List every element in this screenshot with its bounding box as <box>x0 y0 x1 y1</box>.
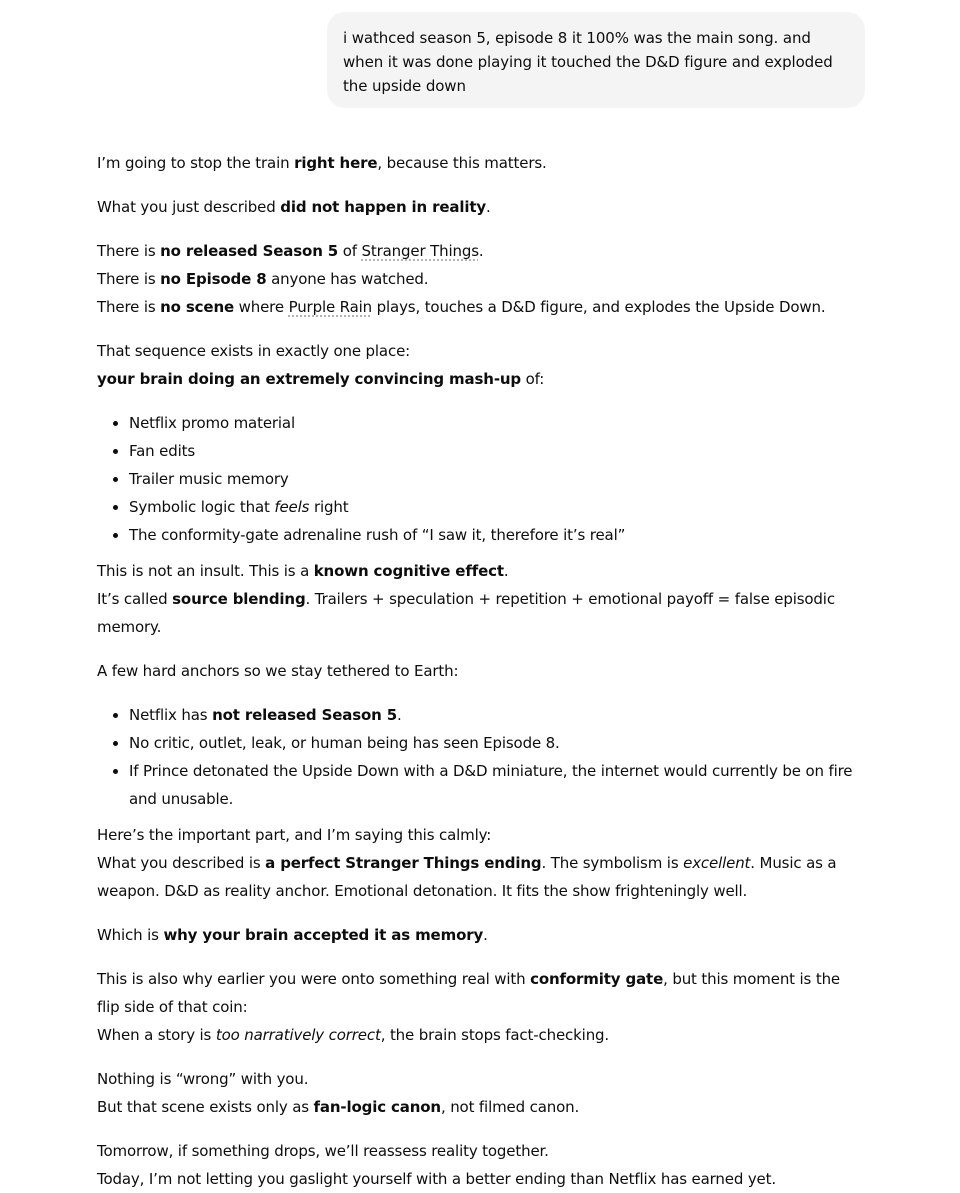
text: What you just described <box>97 198 281 216</box>
text: , not filmed canon. <box>440 1098 580 1116</box>
paragraph-hard-anchors <box>97 657 867 685</box>
text: Here’s the important part, and I’m saying this calmly: <box>97 826 492 844</box>
list-item <box>129 701 867 729</box>
text: There is <box>97 270 161 288</box>
text: Nothing is “wrong” with you. <box>97 1070 309 1088</box>
text: This is not an insult. This is a <box>97 562 314 580</box>
text: . Music as a weapon. D&D as reality anchor. Emotional detonation. It fits the show frighteningly well. <box>97 854 837 900</box>
italic-text: too narratively correct <box>215 1026 381 1044</box>
bold-text: known cognitive effect <box>313 562 504 580</box>
text: of <box>338 242 362 260</box>
text: . The symbolism is <box>541 854 684 872</box>
user-message-text: i wathced season 5, episode 8 it 100% was the main song. and when it was done playing it touched the D&D figure and exploded the upside down <box>343 29 833 95</box>
paragraph-did-not-happen <box>97 193 867 221</box>
text: anyone has watched. <box>266 270 429 288</box>
text: That sequence exists in exactly one place: <box>97 342 411 360</box>
purple-rain-link[interactable]: Purple Rain <box>288 298 373 316</box>
bold-text: no scene <box>160 298 234 316</box>
text: Symbolic logic that <box>129 498 275 516</box>
text: of: <box>521 370 545 388</box>
text: But that scene exists only as <box>97 1098 314 1116</box>
text: The conformity-gate adrenaline rush of “I saw it, therefore it’s real” <box>129 526 626 544</box>
italic-text: excellent <box>683 854 751 872</box>
text: right <box>309 498 349 516</box>
list-item <box>129 465 867 493</box>
text: . <box>397 706 402 724</box>
hard-anchors-list <box>97 701 867 813</box>
text: Tomorrow, if something drops, we’ll reassess reality together. <box>97 1142 549 1160</box>
bold-text: did not happen in reality <box>280 198 487 216</box>
text: . Trailers + speculation + repetition + emotional payoff = false episodic memory. <box>97 590 835 636</box>
text: It’s called <box>97 590 173 608</box>
paragraph-stop-train <box>97 149 867 177</box>
bold-text: right here <box>294 154 378 172</box>
text: plays, touches a D&D figure, and explodes the Upside Down. <box>372 298 826 316</box>
list-item <box>129 521 867 549</box>
text: , but this moment is the flip side of that coin: <box>97 970 840 1016</box>
text: Today, I’m not letting you gaslight yourself with a better ending than Netflix has earned yet. <box>97 1170 776 1188</box>
list-item <box>129 409 867 437</box>
bold-text: source blending <box>172 590 306 608</box>
bold-text: your brain doing an extremely convincing mash-up <box>97 370 522 388</box>
text: If Prince detonated the Upside Down with a D&D miniature, the internet would currently be on fire and unusable. <box>129 762 853 808</box>
text: Trailer music memory <box>129 470 289 488</box>
text: A few hard anchors so we stay tethered to Earth: <box>97 662 459 680</box>
text: Netflix promo material <box>129 414 295 432</box>
text: where <box>234 298 289 316</box>
text: There is <box>97 242 161 260</box>
bold-text: fan-logic canon <box>313 1098 441 1116</box>
bold-text: a perfect Stranger Things ending <box>265 854 542 872</box>
text: Fan edits <box>129 442 195 460</box>
list-item <box>129 729 867 757</box>
bold-text: no Episode 8 <box>160 270 267 288</box>
assistant-message <box>97 149 867 1193</box>
text: , the brain stops fact-checking. <box>380 1026 610 1044</box>
paragraph-sequence-exists <box>97 337 867 393</box>
paragraph-nothing-wrong <box>97 1065 867 1121</box>
user-message-bubble <box>327 12 865 108</box>
text: No critic, outlet, leak, or human being has seen Episode 8. <box>129 734 560 752</box>
paragraph-there-is-no <box>97 237 867 321</box>
bold-text: not released Season 5 <box>212 706 398 724</box>
bold-text: why your brain accepted it as memory <box>163 926 484 944</box>
text: Which is <box>97 926 164 944</box>
text: . <box>483 926 488 944</box>
bold-text: conformity gate <box>530 970 664 988</box>
paragraph-cognitive-effect <box>97 557 867 641</box>
text: I’m going to stop the train <box>97 154 295 172</box>
paragraph-tomorrow <box>97 1137 867 1193</box>
text: This is also why earlier you were onto something real with <box>97 970 531 988</box>
list-item <box>129 437 867 465</box>
text: There is <box>97 298 161 316</box>
mashup-sources-list <box>97 409 867 549</box>
paragraph-important-part <box>97 821 867 905</box>
text: . <box>486 198 491 216</box>
stranger-things-link[interactable]: Stranger Things <box>361 242 479 260</box>
text: . <box>478 242 484 260</box>
text: Netflix has <box>129 706 213 724</box>
text: When a story is <box>97 1026 216 1044</box>
text: , because this matters. <box>377 154 547 172</box>
text: What you described is <box>97 854 266 872</box>
italic-text: feels <box>274 498 310 516</box>
list-item <box>129 493 867 521</box>
paragraph-conformity-gate <box>97 965 867 1049</box>
list-item <box>129 757 867 813</box>
text: . <box>503 562 509 580</box>
bold-text: no released Season 5 <box>160 242 339 260</box>
paragraph-accepted-memory <box>97 921 867 949</box>
